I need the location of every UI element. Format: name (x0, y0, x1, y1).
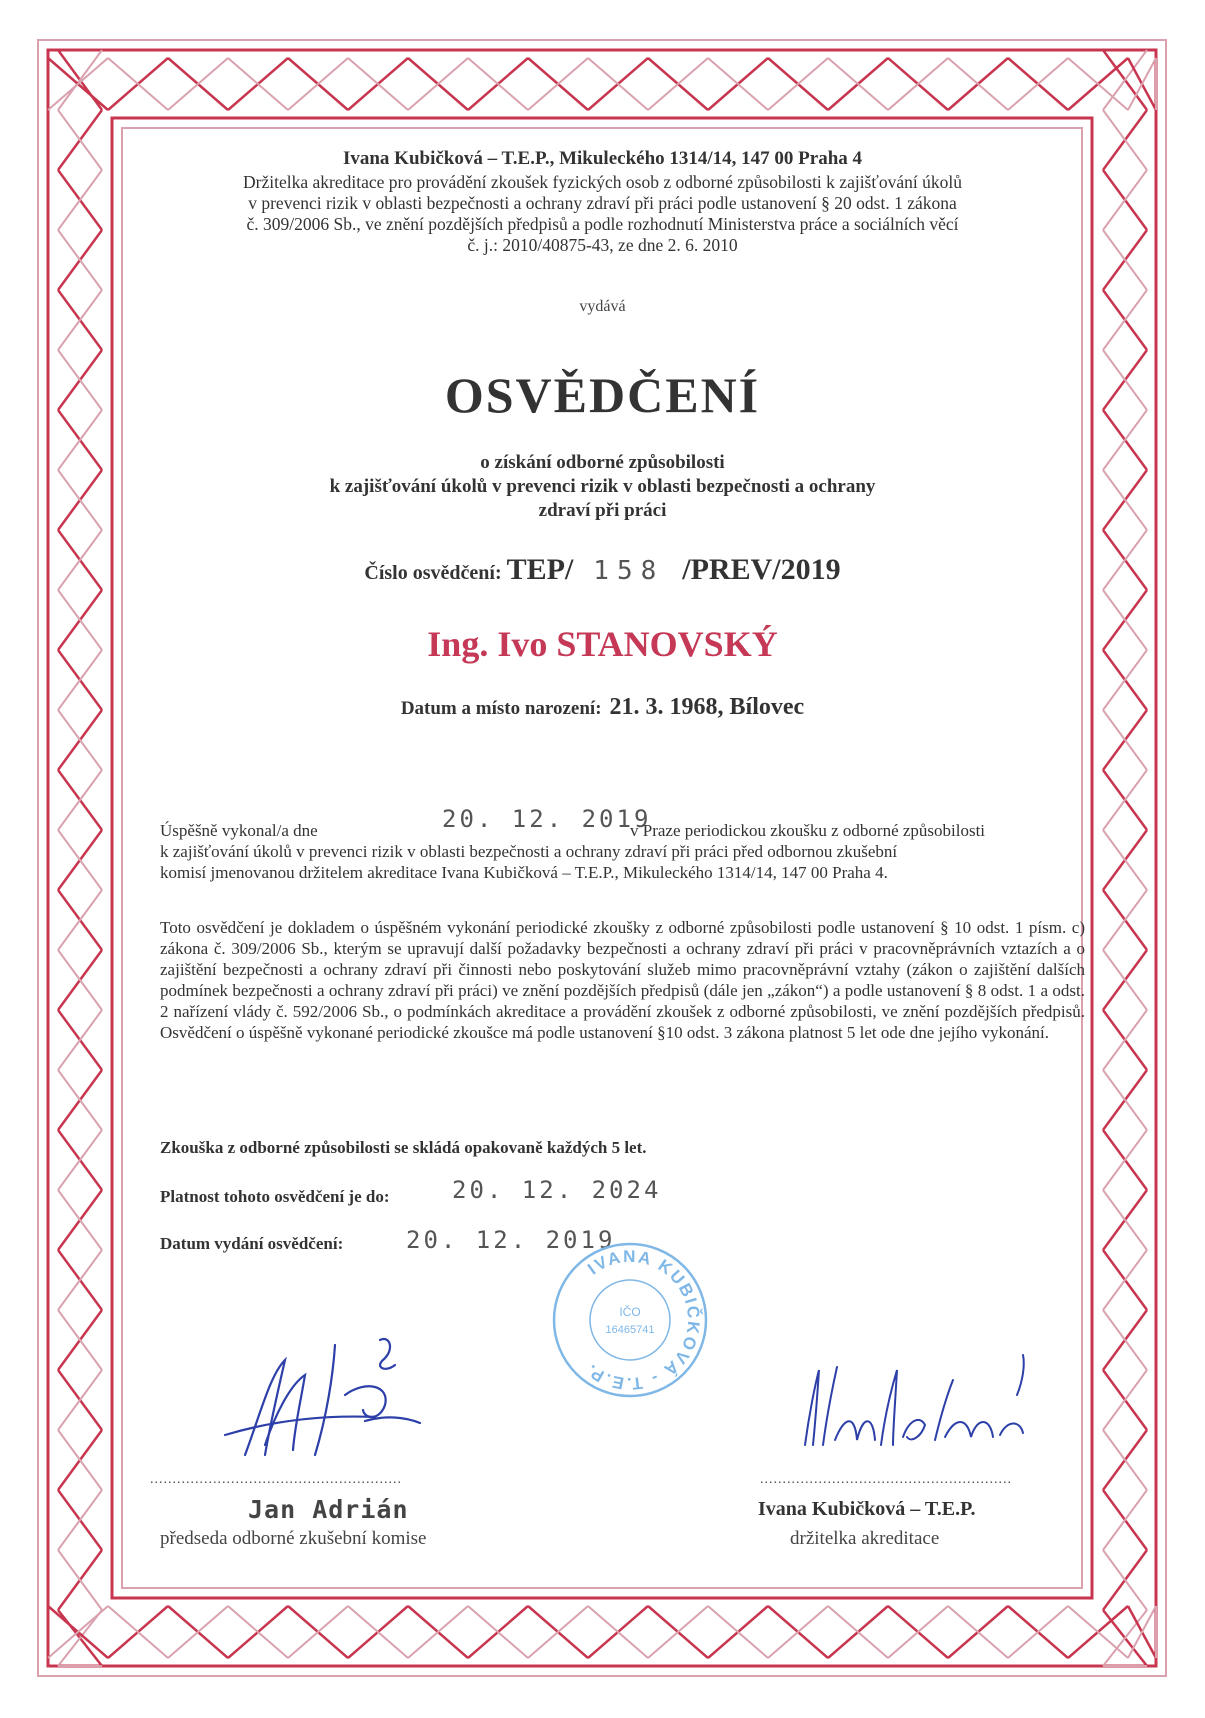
certificate-number-label: Číslo osvědčení: (364, 562, 502, 584)
round-stamp (550, 1240, 710, 1400)
exam-line2: k zajišťování úkolů v prevenci rizik v oblasti bezpečnosti a ochrany zdraví při práci před odbornou zkušební (160, 842, 898, 861)
stamp-ring-text: IVANA KUBIČKOVÁ - T.E.P. (581, 1246, 704, 1394)
left-signature-line: ........................................................ (150, 1472, 402, 1487)
repeat-note: Zkouška z odborné způsobilosti se skládá opakovaně každých 5 let. (160, 1138, 647, 1157)
document-title: OSVĚDČENÍ (444, 367, 761, 423)
right-signature-scribble (785, 1345, 1045, 1465)
exam-line1-rest: v Praze periodickou zkoušku z odborné způsobilosti (630, 821, 986, 840)
subtitle-line: zdraví při práci (538, 500, 667, 521)
certificate-number-prefix: TEP/ (506, 553, 574, 586)
certificate-number-suffix: /PREV/2019 (682, 553, 841, 586)
issuer-header: Ivana Kubičková – T.E.P., Mikuleckého 1314/14, 147 00 Praha 4 (342, 148, 863, 169)
issuer-accreditation-line: v prevenci rizik v oblasti bezpečnosti a ochrany zdraví při práci podle ustanovení § 20 odst. 1 zákona (248, 193, 957, 213)
exam-date-handwritten: 20. 12. 2019 (442, 805, 652, 833)
subtitle-line: k zajišťování úkolů v prevenci rizik v oblasti bezpečnosti a ochrany (329, 476, 876, 497)
subtitle-line: o získání odborné způsobilosti (480, 452, 725, 473)
right-signatory-name: Ivana Kubičková – T.E.P. (758, 1498, 976, 1520)
holder-name: Ing. Ivo STANOVSKÝ (427, 624, 778, 664)
validity-date-handwritten: 20. 12. 2024 (452, 1176, 662, 1204)
stamp-center-label: IČO (619, 1305, 641, 1319)
right-signature-line: ........................................................ (760, 1472, 1012, 1487)
left-signatory-role: předseda odborné zkušební komise (160, 1528, 427, 1549)
issuer-accreditation-line: Držitelka akreditace pro provádění zkoušek fyzických osob z odborné způsobilosti k zajišťování úkolů (243, 172, 962, 192)
issues-word: vydává (579, 298, 626, 315)
right-signatory-role: držitelka akreditace (790, 1528, 940, 1549)
left-signatory-name: Jan Adrián (248, 1495, 409, 1524)
exam-line3: komisí jmenovanou držitelem akreditace Ivana Kubičková – T.E.P., Mikuleckého 1314/14, 147 00 Praha 4. (160, 863, 888, 882)
issue-date-handwritten: 20. 12. 2019 (406, 1226, 616, 1254)
exam-lead: Úspěšně vykonal/a dne (160, 821, 318, 840)
legal-paragraph: Toto osvědčení je dokladem o úspěšném vykonání periodické zkoušky z odborné způsobilosti podle ustanovení § 10 odst. 1 písm. c) zákona č. 309/2006 Sb., kterým se upravují další požadavky bezpečnosti a ochrany zdraví při práci v pracovněprávních vztazích a o zajištění bezpečnosti a ochrany zdraví při činnosti nebo poskytování služeb mimo pracovněprávní vztahy (zákon o zajištění dalších podmínek bezpečnosti a ochrany zdraví při práci) ve znění pozdějších předpisů (dále jen „zákon“) a podle ustanovení § 8 odst. 1 a odst. 2 nařízení vlády č. 592/2006 Sb., o podmínkách akreditace a provádění zkoušek z odborné způsobilosti, ve znění pozdějších předpisů. Osvědčení o úspěšně vykonané periodické zkoušce má podle ustanovení §10 odst. 3 zákona platnost 5 let ode dne jejího vykonání. (160, 918, 1085, 1042)
issue-date-label: Datum vydání osvědčení: (160, 1234, 344, 1253)
left-signature-scribble (215, 1325, 435, 1475)
certificate-number-handwritten: 158 (593, 556, 665, 586)
birth-value: 21. 3. 1968, Bílovec (609, 694, 805, 720)
stamp-center-number: 16465741 (605, 1324, 655, 1336)
birth-label: Datum a místo narození: (400, 698, 602, 719)
validity-label: Platnost tohoto osvědčení je do: (160, 1187, 390, 1206)
issuer-accreditation-line: č. j.: 2010/40875-43, ze dne 2. 6. 2010 (467, 235, 738, 255)
birth-info (0, 694, 1205, 721)
certificate-number (0, 553, 1205, 587)
issuer-accreditation-line: č. 309/2006 Sb., ve znění pozdějších předpisů a podle rozhodnutí Ministerstva práce a sociálních věcí (246, 214, 959, 234)
